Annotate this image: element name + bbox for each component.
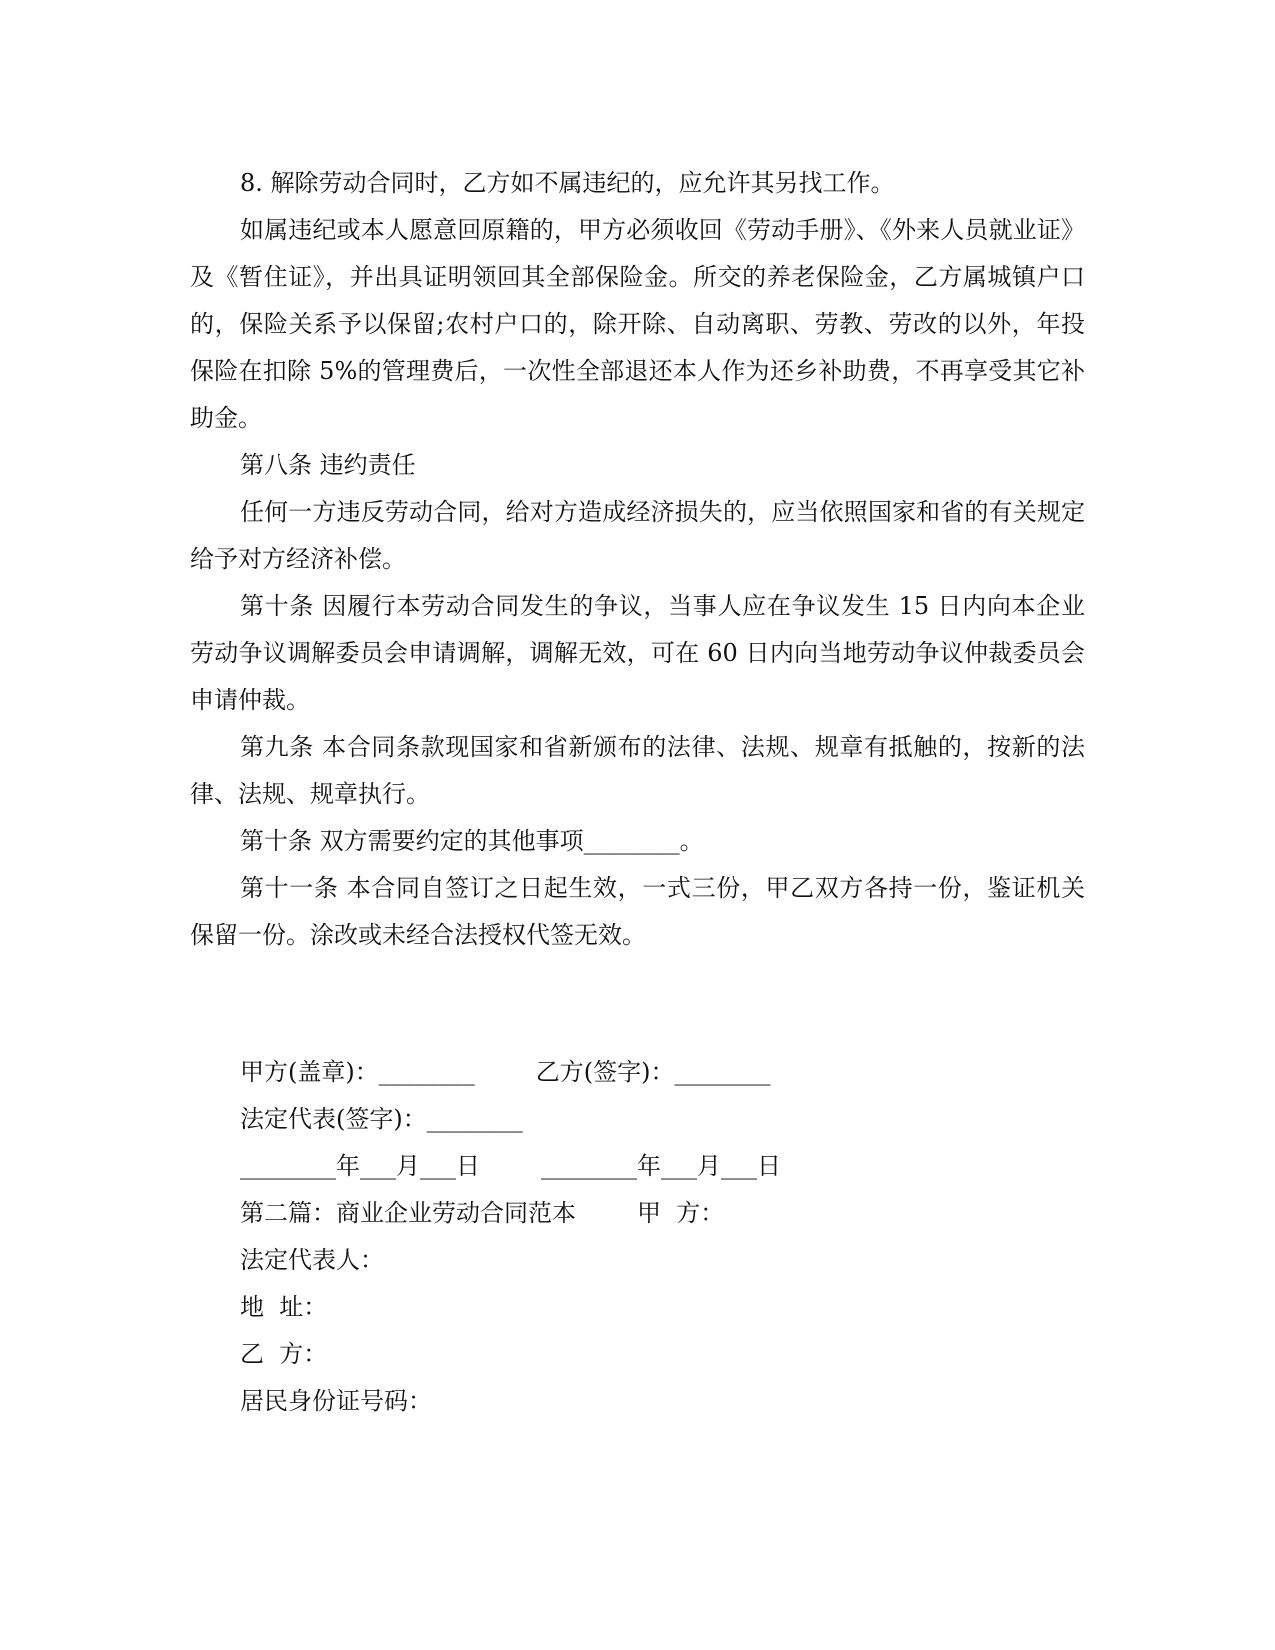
signature-party-line: 甲方(盖章)：________ 乙方(签字)：________: [240, 1058, 771, 1086]
paragraph-insurance-refund: 如属违纪或本人愿意回原籍的，甲方必须收回《劳动手册》、《外来人员就业证》及《暂住证》，并出具证明领回其全部保险金。所交的养老保险金，乙方属城镇户口的，保险关系予以保留;农村户口的，除开除、自动离职、劳教、劳改的以外，年投保险在扣除 5%的管理费后，一次性全部退还本人作为还乡补助费，不再享受其它补助金。: [190, 216, 1085, 432]
date-line: ________年___月___日 ________年___月___日: [240, 1152, 782, 1180]
paragraph-law-conflict: 第九条 本合同条款现国家和省新颁布的法律、法规、规章有抵触的，按新的法律、法规、规章执行。: [190, 733, 1085, 808]
section-spacer: [190, 959, 1085, 1049]
paragraph-termination-clause: 8. 解除劳动合同时，乙方如不属违纪的，应允许其另找工作。: [240, 169, 895, 197]
second-contract-title: 第二篇：商业企业劳动合同范本 甲 方：: [240, 1199, 725, 1227]
party-b-field: 乙 方：: [240, 1340, 328, 1368]
legal-representative-signature-line: 法定代表(签字)：________: [240, 1105, 523, 1133]
address-field: 地 址：: [240, 1293, 328, 1321]
id-number-field: 居民身份证号码：: [240, 1387, 432, 1415]
paragraph-effectiveness: 第十一条 本合同自签订之日起生效，一式三份，甲乙双方各持一份，鉴证机关保留一份。涂改或未经合法授权代签无效。: [190, 874, 1085, 949]
paragraph-other-matters: 第十条 双方需要约定的其他事项________。: [240, 827, 704, 855]
legal-representative-field: 法定代表人：: [240, 1246, 384, 1274]
document-body: [190, 160, 1085, 1425]
paragraph-breach-compensation: 任何一方违反劳动合同，给对方造成经济损失的，应当依照国家和省的有关规定给予对方经济补偿。: [190, 498, 1085, 573]
paragraph-dispute-resolution: 第十条 因履行本劳动合同发生的争议，当事人应在争议发生 15 日内向本企业劳动争议调解委员会申请调解，调解无效，可在 60 日内向当地劳动争议仲裁委员会申请仲裁。: [190, 592, 1085, 714]
article-8-heading: 第八条 违约责任: [240, 451, 416, 479]
